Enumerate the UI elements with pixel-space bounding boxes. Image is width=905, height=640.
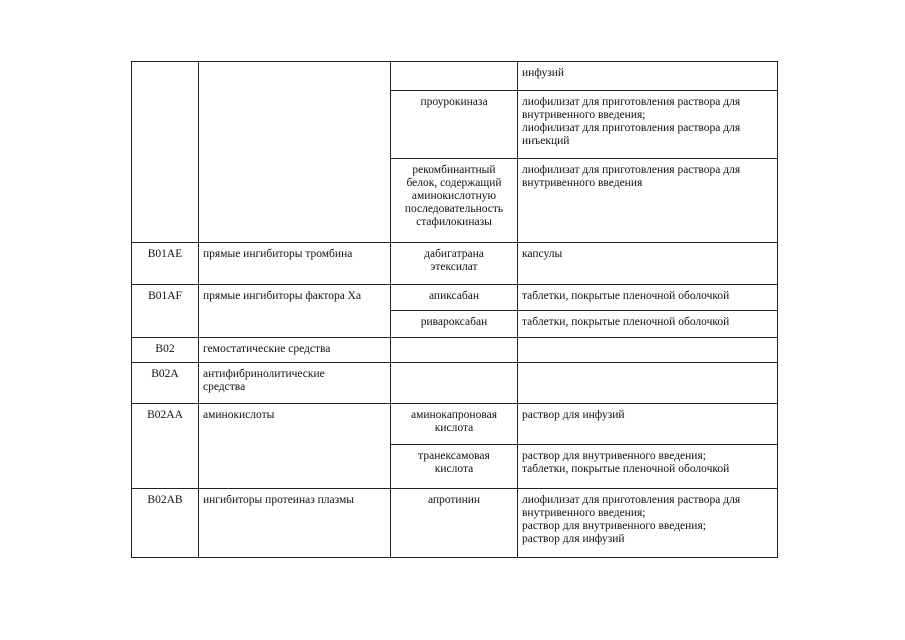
- table-row: [132, 338, 778, 363]
- dosage-form-cell: раствор для внутривенного введения; таблетки, покрытые пленочной оболочкой: [518, 445, 778, 489]
- dosage-form-cell: лиофилизат для приготовления раствора для внутривенного введения: [518, 159, 778, 243]
- drug-name-cell: апротинин: [391, 489, 518, 558]
- table-row: [132, 243, 778, 285]
- dosage-form-cell: лиофилизат для приготовления раствора для внутривенного введения; раствор для внутривенного введения; раствор для инфузий: [518, 489, 778, 558]
- dosage-form-cell: [518, 338, 778, 363]
- dosage-form-cell: лиофилизат для приготовления раствора для внутривенного введения; лиофилизат для приготовления раствора для инъекций: [518, 91, 778, 159]
- atc-code-cell: B02: [132, 338, 199, 363]
- drug-table: [131, 61, 778, 558]
- drug-name-cell: дабигатрана этексилат: [391, 243, 518, 285]
- group-cell: [199, 62, 391, 243]
- atc-code-cell: B02A: [132, 363, 199, 404]
- table-row: [132, 62, 778, 91]
- dosage-form-cell: [518, 363, 778, 404]
- drug-name-cell: апиксабан: [391, 285, 518, 311]
- drug-name-cell: [391, 338, 518, 363]
- group-cell: прямые ингибиторы тромбина: [199, 243, 391, 285]
- atc-code-cell: B01AF: [132, 285, 199, 338]
- dosage-form-cell: таблетки, покрытые пленочной оболочкой: [518, 285, 778, 311]
- group-cell: аминокислоты: [199, 404, 391, 489]
- atc-code-cell: B02AB: [132, 489, 199, 558]
- dosage-form-cell: таблетки, покрытые пленочной оболочкой: [518, 311, 778, 338]
- drug-name-cell: [391, 62, 518, 91]
- table-row: [132, 363, 778, 404]
- table-row: [132, 404, 778, 445]
- dosage-form-cell: капсулы: [518, 243, 778, 285]
- drug-name-cell: [391, 363, 518, 404]
- drug-name-cell: проурокиназа: [391, 91, 518, 159]
- atc-code-cell: B02AA: [132, 404, 199, 489]
- atc-code-cell: [132, 62, 199, 243]
- table-row: [132, 285, 778, 311]
- group-cell: гемостатические средства: [199, 338, 391, 363]
- table-row: [132, 489, 778, 558]
- group-cell: антифибринолитические средства: [199, 363, 391, 404]
- group-cell: ингибиторы протеиназ плазмы: [199, 489, 391, 558]
- drug-name-cell: ривароксабан: [391, 311, 518, 338]
- atc-code-cell: B01AE: [132, 243, 199, 285]
- drug-name-cell: рекомбинантный белок, содержащий аминокислотную последовательность стафилокиназы: [391, 159, 518, 243]
- drug-name-cell: транексамовая кислота: [391, 445, 518, 489]
- dosage-form-cell: инфузий: [518, 62, 778, 91]
- dosage-form-cell: раствор для инфузий: [518, 404, 778, 445]
- group-cell: прямые ингибиторы фактора Xa: [199, 285, 391, 338]
- drug-name-cell: аминокапроновая кислота: [391, 404, 518, 445]
